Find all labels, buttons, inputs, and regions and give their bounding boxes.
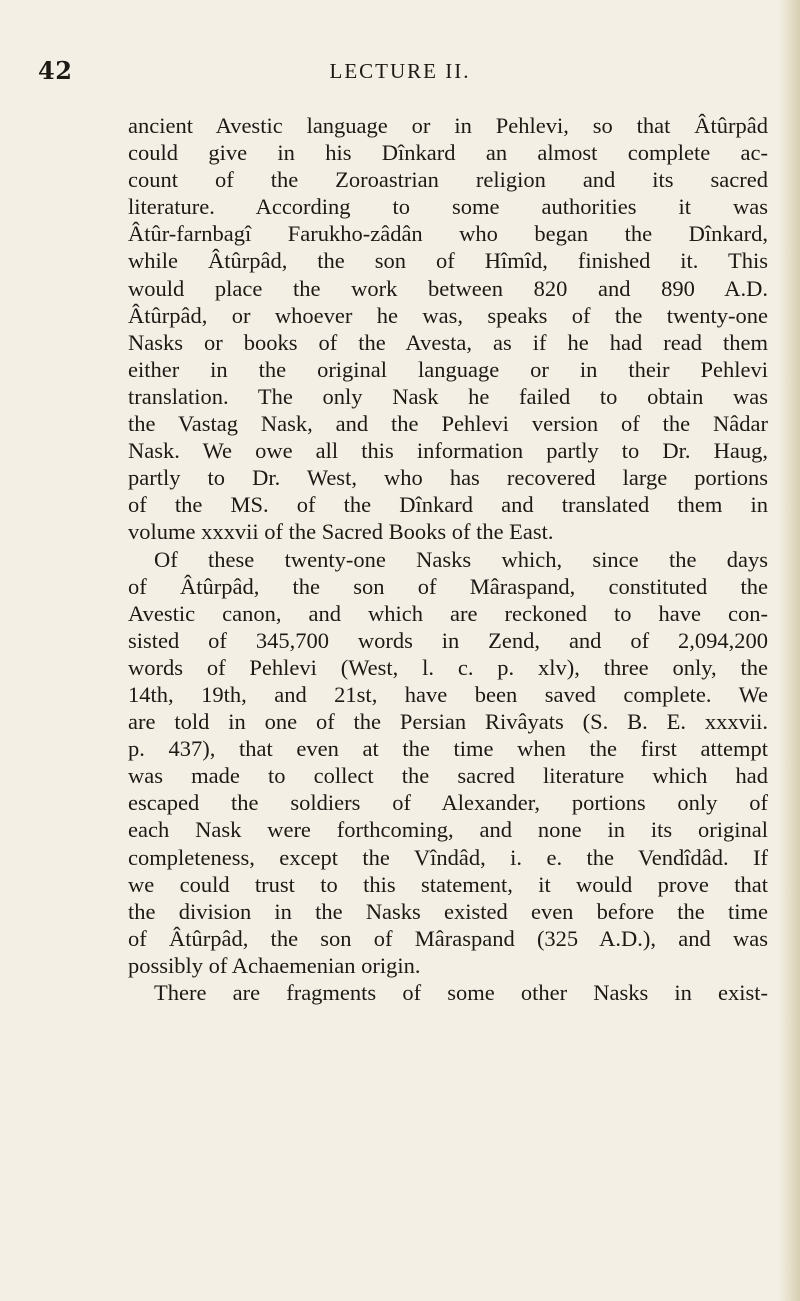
text-line: was made to collect the sacred literature which had bbox=[128, 763, 768, 789]
text-line: we could trust to this statement, it would prove that bbox=[128, 871, 768, 897]
text-line: the division in the Nasks existed even before the time bbox=[128, 898, 768, 924]
paragraph-start-line: There are fragments of some other Nasks in exist- bbox=[154, 980, 768, 1005]
text-line: while Âtûrpâd, the son of Hîmîd, finished it. This bbox=[128, 248, 768, 274]
text-line: Avestic canon, and which are reckoned to have con- bbox=[128, 600, 768, 626]
text-line: ancient Avestic language or in Pehlevi, so that Âtûrpâd bbox=[128, 113, 768, 138]
text-line: partly to Dr. West, who has recovered large portions bbox=[128, 465, 768, 491]
text-line: the Vastag Nask, and the Pehlevi version of the Nâdar bbox=[128, 411, 768, 437]
page-edge bbox=[778, 0, 800, 1301]
text-line: possibly of Achaemenian origin. bbox=[128, 952, 421, 978]
text-line: Nasks or books of the Avesta, as if he had read them bbox=[128, 329, 768, 355]
text-line: completeness, except the Vîndâd, i. e. the Vendîdâd. If bbox=[128, 844, 768, 870]
text-line: sisted of 345,700 words in Zend, and of 2,094,200 bbox=[128, 627, 768, 653]
body-text bbox=[128, 112, 768, 1006]
text-line: words of Pehlevi (West, l. c. p. xlv), three only, the bbox=[128, 654, 768, 680]
text-line: escaped the soldiers of Alexander, portions only of bbox=[128, 790, 768, 816]
text-line: 14th, 19th, and 21st, have been saved complete. We bbox=[128, 681, 768, 707]
text-line: each Nask were forthcoming, and none in its original bbox=[128, 817, 768, 843]
page-header bbox=[0, 50, 800, 90]
text-line: would place the work between 820 and 890 A.D. bbox=[128, 275, 768, 301]
text-line: of Âtûrpâd, the son of Mâraspand, constituted the bbox=[128, 573, 768, 599]
running-title: LECTURE II. bbox=[329, 59, 471, 83]
text-line: count of the Zoroastrian religion and its sacred bbox=[128, 167, 768, 193]
text-line: Âtûrpâd, or whoever he was, speaks of the twenty-one bbox=[128, 302, 768, 328]
text-line: Âtûr-farnbagî Farukho-zâdân who began the Dînkard, bbox=[128, 221, 768, 247]
text-line: volume xxxvii of the Sacred Books of the East. bbox=[128, 519, 554, 545]
page-number: 42 bbox=[38, 56, 73, 85]
text-line: literature. According to some authorities it was bbox=[128, 194, 768, 220]
text-line: Nask. We owe all this information partly to Dr. Haug, bbox=[128, 438, 768, 464]
text-line: translation. The only Nask he failed to obtain was bbox=[128, 383, 768, 409]
paragraph-start-line: Of these twenty-one Nasks which, since the days bbox=[154, 546, 768, 572]
text-line: of Âtûrpâd, the son of Mâraspand (325 A.D.), and was bbox=[128, 925, 768, 951]
text-line: are told in one of the Persian Rivâyats (S. B. E. xxxvii. bbox=[128, 709, 768, 735]
text-line: p. 437), that even at the time when the first attempt bbox=[128, 736, 768, 762]
text-line: of the MS. of the Dînkard and translated them in bbox=[128, 492, 768, 518]
text-line: either in the original language or in their Pehlevi bbox=[128, 356, 768, 382]
text-line: could give in his Dînkard an almost complete ac- bbox=[128, 140, 768, 166]
